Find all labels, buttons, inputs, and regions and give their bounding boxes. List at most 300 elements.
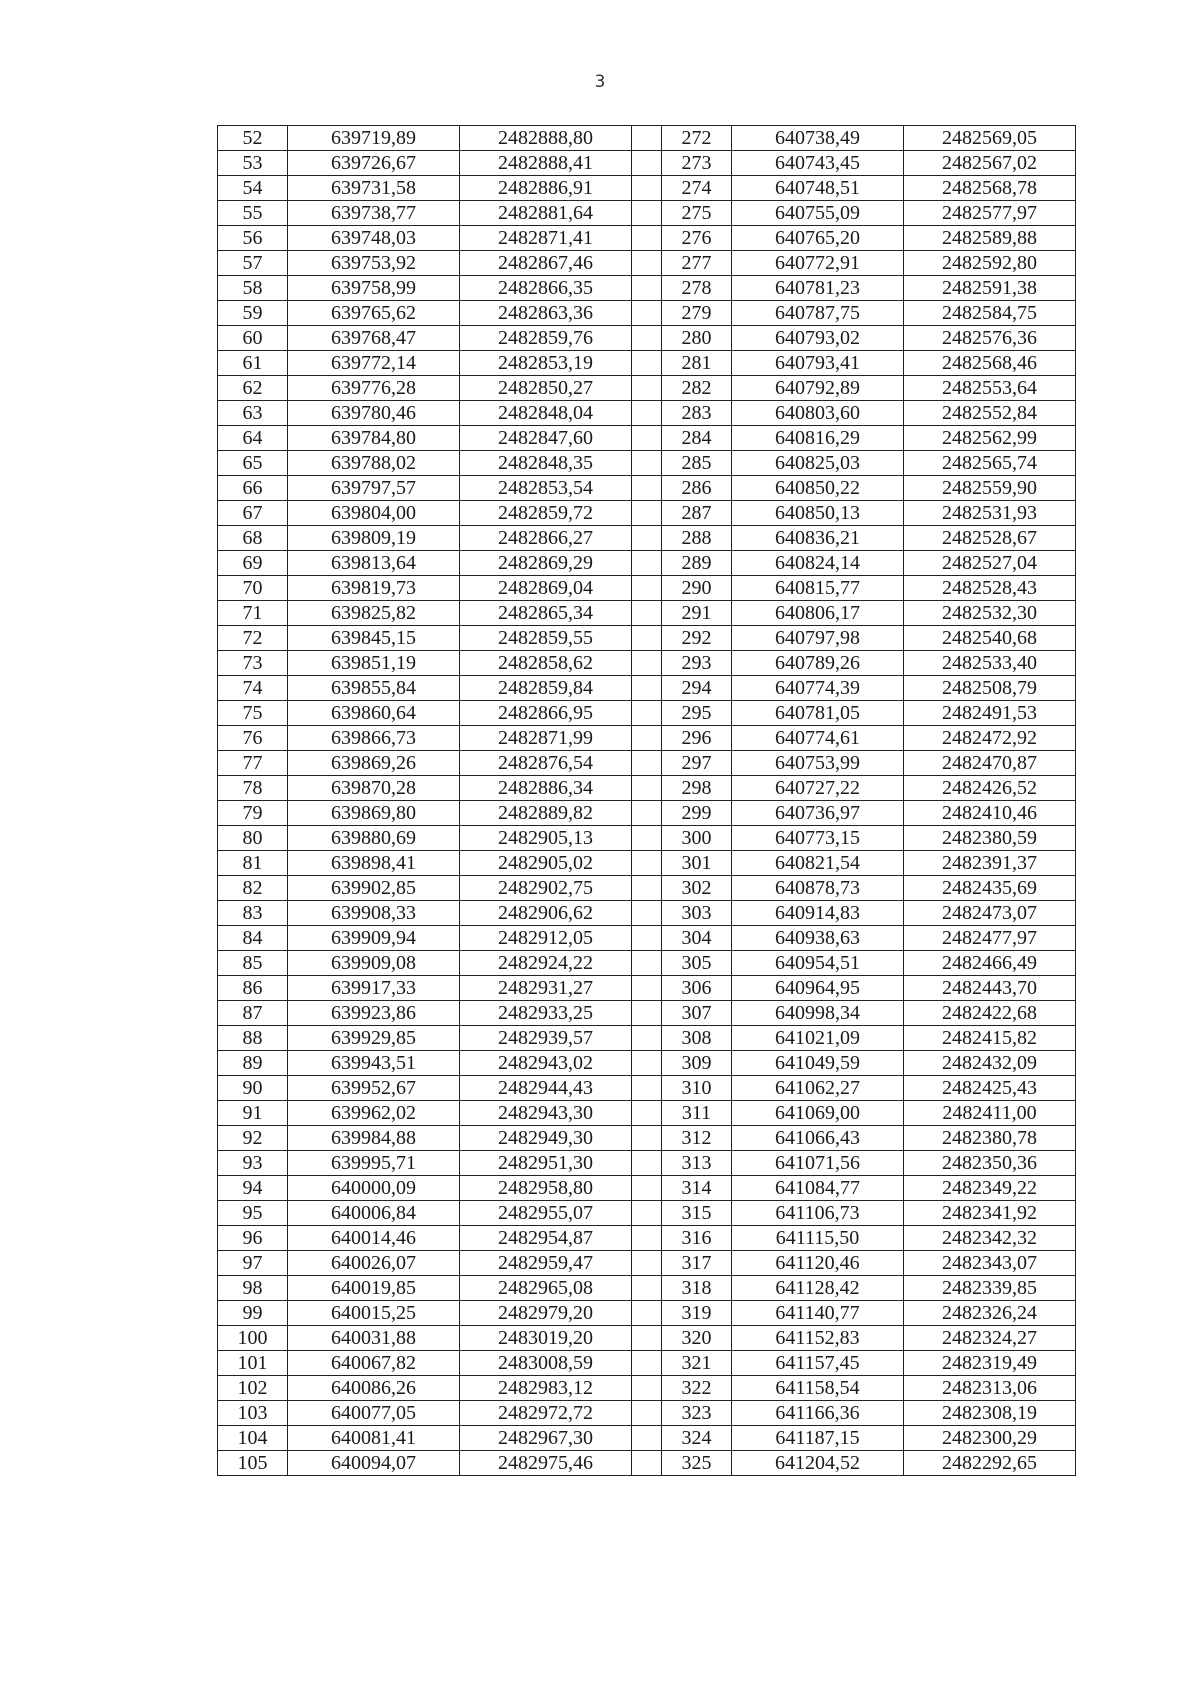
left-point-number-cell: 63 <box>218 401 288 426</box>
separator-cell <box>632 526 662 551</box>
right-point-number-cell: 279 <box>662 301 732 326</box>
right-point-number-cell: 307 <box>662 1001 732 1026</box>
right-y-coordinate-cell: 2482435,69 <box>904 876 1076 901</box>
left-x-coordinate-cell: 639851,19 <box>288 651 460 676</box>
left-x-coordinate-cell: 639758,99 <box>288 276 460 301</box>
table-row <box>218 476 1076 501</box>
right-point-number-cell: 288 <box>662 526 732 551</box>
left-y-coordinate-cell: 2482866,95 <box>460 701 632 726</box>
left-x-coordinate-cell: 640000,09 <box>288 1176 460 1201</box>
right-x-coordinate-cell: 640738,49 <box>732 126 904 151</box>
table-row <box>218 1176 1076 1201</box>
left-point-number-cell: 75 <box>218 701 288 726</box>
left-point-number-cell: 57 <box>218 251 288 276</box>
table-row <box>218 676 1076 701</box>
separator-cell <box>632 376 662 401</box>
left-x-coordinate-cell: 640019,85 <box>288 1276 460 1301</box>
left-y-coordinate-cell: 2482866,27 <box>460 526 632 551</box>
left-point-number-cell: 74 <box>218 676 288 701</box>
left-x-coordinate-cell: 639797,57 <box>288 476 460 501</box>
right-x-coordinate-cell: 641069,00 <box>732 1101 904 1126</box>
left-y-coordinate-cell: 2482967,30 <box>460 1426 632 1451</box>
right-y-coordinate-cell: 2482567,02 <box>904 151 1076 176</box>
separator-cell <box>632 1101 662 1126</box>
right-x-coordinate-cell: 640743,45 <box>732 151 904 176</box>
table-row <box>218 1226 1076 1251</box>
left-x-coordinate-cell: 639753,92 <box>288 251 460 276</box>
right-point-number-cell: 301 <box>662 851 732 876</box>
right-point-number-cell: 310 <box>662 1076 732 1101</box>
right-y-coordinate-cell: 2482569,05 <box>904 126 1076 151</box>
separator-cell <box>632 1326 662 1351</box>
separator-cell <box>632 426 662 451</box>
right-x-coordinate-cell: 640793,41 <box>732 351 904 376</box>
table-row <box>218 1076 1076 1101</box>
table-row <box>218 751 1076 776</box>
left-point-number-cell: 67 <box>218 501 288 526</box>
left-point-number-cell: 55 <box>218 201 288 226</box>
table-row <box>218 401 1076 426</box>
separator-cell <box>632 176 662 201</box>
separator-cell <box>632 1176 662 1201</box>
separator-cell <box>632 1076 662 1101</box>
table-row <box>218 876 1076 901</box>
right-y-coordinate-cell: 2482565,74 <box>904 451 1076 476</box>
table-row <box>218 1051 1076 1076</box>
table-row <box>218 1126 1076 1151</box>
right-y-coordinate-cell: 2482552,84 <box>904 401 1076 426</box>
right-point-number-cell: 317 <box>662 1251 732 1276</box>
right-point-number-cell: 291 <box>662 601 732 626</box>
right-y-coordinate-cell: 2482443,70 <box>904 976 1076 1001</box>
left-y-coordinate-cell: 2482867,46 <box>460 251 632 276</box>
left-point-number-cell: 73 <box>218 651 288 676</box>
left-y-coordinate-cell: 2482972,72 <box>460 1401 632 1426</box>
right-x-coordinate-cell: 641158,54 <box>732 1376 904 1401</box>
left-x-coordinate-cell: 639765,62 <box>288 301 460 326</box>
left-y-coordinate-cell: 2482859,84 <box>460 676 632 701</box>
left-x-coordinate-cell: 639952,67 <box>288 1076 460 1101</box>
left-point-number-cell: 70 <box>218 576 288 601</box>
left-point-number-cell: 104 <box>218 1426 288 1451</box>
right-x-coordinate-cell: 641106,73 <box>732 1201 904 1226</box>
left-y-coordinate-cell: 2482859,76 <box>460 326 632 351</box>
table-row <box>218 601 1076 626</box>
left-x-coordinate-cell: 639962,02 <box>288 1101 460 1126</box>
right-point-number-cell: 277 <box>662 251 732 276</box>
right-x-coordinate-cell: 640815,77 <box>732 576 904 601</box>
left-y-coordinate-cell: 2482889,82 <box>460 801 632 826</box>
right-y-coordinate-cell: 2482350,36 <box>904 1151 1076 1176</box>
right-point-number-cell: 272 <box>662 126 732 151</box>
right-x-coordinate-cell: 641066,43 <box>732 1126 904 1151</box>
separator-cell <box>632 551 662 576</box>
left-x-coordinate-cell: 639784,80 <box>288 426 460 451</box>
left-y-coordinate-cell: 2482869,04 <box>460 576 632 601</box>
table-row <box>218 1001 1076 1026</box>
left-x-coordinate-cell: 639772,14 <box>288 351 460 376</box>
table-row <box>218 1426 1076 1451</box>
right-point-number-cell: 287 <box>662 501 732 526</box>
right-x-coordinate-cell: 641049,59 <box>732 1051 904 1076</box>
right-point-number-cell: 322 <box>662 1376 732 1401</box>
table-row <box>218 551 1076 576</box>
right-x-coordinate-cell: 640938,63 <box>732 926 904 951</box>
right-point-number-cell: 315 <box>662 1201 732 1226</box>
right-point-number-cell: 304 <box>662 926 732 951</box>
right-x-coordinate-cell: 640781,05 <box>732 701 904 726</box>
left-y-coordinate-cell: 2482871,99 <box>460 726 632 751</box>
right-point-number-cell: 306 <box>662 976 732 1001</box>
separator-cell <box>632 1251 662 1276</box>
table-row <box>218 1326 1076 1351</box>
table-row <box>218 376 1076 401</box>
left-y-coordinate-cell: 2482848,04 <box>460 401 632 426</box>
left-point-number-cell: 95 <box>218 1201 288 1226</box>
table-row <box>218 276 1076 301</box>
left-x-coordinate-cell: 640086,26 <box>288 1376 460 1401</box>
coordinates-table <box>217 125 1076 1476</box>
right-x-coordinate-cell: 640753,99 <box>732 751 904 776</box>
separator-cell <box>632 726 662 751</box>
left-y-coordinate-cell: 2482905,02 <box>460 851 632 876</box>
left-y-coordinate-cell: 2482865,34 <box>460 601 632 626</box>
right-y-coordinate-cell: 2482415,82 <box>904 1026 1076 1051</box>
right-y-coordinate-cell: 2482553,64 <box>904 376 1076 401</box>
right-x-coordinate-cell: 640772,91 <box>732 251 904 276</box>
left-x-coordinate-cell: 639869,80 <box>288 801 460 826</box>
right-point-number-cell: 320 <box>662 1326 732 1351</box>
right-point-number-cell: 312 <box>662 1126 732 1151</box>
left-point-number-cell: 100 <box>218 1326 288 1351</box>
left-y-coordinate-cell: 2483019,20 <box>460 1326 632 1351</box>
left-y-coordinate-cell: 2482943,02 <box>460 1051 632 1076</box>
right-point-number-cell: 300 <box>662 826 732 851</box>
separator-cell <box>632 126 662 151</box>
table-row <box>218 1026 1076 1051</box>
table-row <box>218 326 1076 351</box>
left-y-coordinate-cell: 2482859,72 <box>460 501 632 526</box>
left-x-coordinate-cell: 639809,19 <box>288 526 460 551</box>
right-point-number-cell: 293 <box>662 651 732 676</box>
left-x-coordinate-cell: 639984,88 <box>288 1126 460 1151</box>
right-y-coordinate-cell: 2482540,68 <box>904 626 1076 651</box>
table-row <box>218 1451 1076 1476</box>
right-y-coordinate-cell: 2482319,49 <box>904 1351 1076 1376</box>
table-row <box>218 1401 1076 1426</box>
right-point-number-cell: 286 <box>662 476 732 501</box>
right-y-coordinate-cell: 2482324,27 <box>904 1326 1076 1351</box>
table-row <box>218 976 1076 1001</box>
right-y-coordinate-cell: 2482411,00 <box>904 1101 1076 1126</box>
left-x-coordinate-cell: 640031,88 <box>288 1326 460 1351</box>
right-x-coordinate-cell: 640914,83 <box>732 901 904 926</box>
left-y-coordinate-cell: 2482906,62 <box>460 901 632 926</box>
separator-cell <box>632 701 662 726</box>
right-point-number-cell: 324 <box>662 1426 732 1451</box>
right-x-coordinate-cell: 640850,22 <box>732 476 904 501</box>
left-x-coordinate-cell: 639917,33 <box>288 976 460 1001</box>
table-row <box>218 1351 1076 1376</box>
table-row <box>218 426 1076 451</box>
right-y-coordinate-cell: 2482313,06 <box>904 1376 1076 1401</box>
right-y-coordinate-cell: 2482591,38 <box>904 276 1076 301</box>
left-x-coordinate-cell: 639909,08 <box>288 951 460 976</box>
left-point-number-cell: 85 <box>218 951 288 976</box>
table-row <box>218 151 1076 176</box>
right-x-coordinate-cell: 640964,95 <box>732 976 904 1001</box>
left-point-number-cell: 52 <box>218 126 288 151</box>
right-x-coordinate-cell: 640736,97 <box>732 801 904 826</box>
table-row <box>218 226 1076 251</box>
right-point-number-cell: 319 <box>662 1301 732 1326</box>
right-y-coordinate-cell: 2482592,80 <box>904 251 1076 276</box>
left-y-coordinate-cell: 2482876,54 <box>460 751 632 776</box>
table-row <box>218 126 1076 151</box>
right-x-coordinate-cell: 641120,46 <box>732 1251 904 1276</box>
right-x-coordinate-cell: 640748,51 <box>732 176 904 201</box>
left-y-coordinate-cell: 2482886,34 <box>460 776 632 801</box>
left-y-coordinate-cell: 2482888,41 <box>460 151 632 176</box>
right-y-coordinate-cell: 2482528,67 <box>904 526 1076 551</box>
right-y-coordinate-cell: 2482528,43 <box>904 576 1076 601</box>
left-y-coordinate-cell: 2482881,64 <box>460 201 632 226</box>
left-x-coordinate-cell: 639898,41 <box>288 851 460 876</box>
table-row <box>218 1151 1076 1176</box>
right-point-number-cell: 316 <box>662 1226 732 1251</box>
separator-cell <box>632 276 662 301</box>
left-y-coordinate-cell: 2482949,30 <box>460 1126 632 1151</box>
left-point-number-cell: 84 <box>218 926 288 951</box>
coordinates-table-body <box>218 126 1076 1476</box>
left-y-coordinate-cell: 2482858,62 <box>460 651 632 676</box>
table-row <box>218 1201 1076 1226</box>
left-x-coordinate-cell: 639943,51 <box>288 1051 460 1076</box>
left-point-number-cell: 101 <box>218 1351 288 1376</box>
right-y-coordinate-cell: 2482432,09 <box>904 1051 1076 1076</box>
right-y-coordinate-cell: 2482527,04 <box>904 551 1076 576</box>
left-y-coordinate-cell: 2482850,27 <box>460 376 632 401</box>
separator-cell <box>632 1376 662 1401</box>
left-x-coordinate-cell: 639929,85 <box>288 1026 460 1051</box>
separator-cell <box>632 1451 662 1476</box>
left-y-coordinate-cell: 2482965,08 <box>460 1276 632 1301</box>
table-row <box>218 726 1076 751</box>
table-row <box>218 901 1076 926</box>
separator-cell <box>632 1351 662 1376</box>
table-row <box>218 501 1076 526</box>
right-y-coordinate-cell: 2482342,32 <box>904 1226 1076 1251</box>
right-x-coordinate-cell: 640765,20 <box>732 226 904 251</box>
right-x-coordinate-cell: 640727,22 <box>732 776 904 801</box>
left-y-coordinate-cell: 2482959,47 <box>460 1251 632 1276</box>
right-point-number-cell: 325 <box>662 1451 732 1476</box>
right-x-coordinate-cell: 641157,45 <box>732 1351 904 1376</box>
right-x-coordinate-cell: 640998,34 <box>732 1001 904 1026</box>
left-point-number-cell: 65 <box>218 451 288 476</box>
left-point-number-cell: 97 <box>218 1251 288 1276</box>
left-point-number-cell: 105 <box>218 1451 288 1476</box>
left-x-coordinate-cell: 639776,28 <box>288 376 460 401</box>
separator-cell <box>632 676 662 701</box>
left-x-coordinate-cell: 639908,33 <box>288 901 460 926</box>
table-row <box>218 1276 1076 1301</box>
left-x-coordinate-cell: 639869,26 <box>288 751 460 776</box>
separator-cell <box>632 451 662 476</box>
right-point-number-cell: 309 <box>662 1051 732 1076</box>
right-point-number-cell: 283 <box>662 401 732 426</box>
right-y-coordinate-cell: 2482466,49 <box>904 951 1076 976</box>
separator-cell <box>632 1051 662 1076</box>
table-row <box>218 826 1076 851</box>
separator-cell <box>632 801 662 826</box>
separator-cell <box>632 976 662 1001</box>
left-x-coordinate-cell: 640026,07 <box>288 1251 460 1276</box>
right-x-coordinate-cell: 640878,73 <box>732 876 904 901</box>
separator-cell <box>632 826 662 851</box>
left-point-number-cell: 79 <box>218 801 288 826</box>
right-y-coordinate-cell: 2482339,85 <box>904 1276 1076 1301</box>
left-y-coordinate-cell: 2482939,57 <box>460 1026 632 1051</box>
right-point-number-cell: 297 <box>662 751 732 776</box>
right-y-coordinate-cell: 2482472,92 <box>904 726 1076 751</box>
separator-cell <box>632 151 662 176</box>
right-point-number-cell: 299 <box>662 801 732 826</box>
left-x-coordinate-cell: 639923,86 <box>288 1001 460 1026</box>
right-x-coordinate-cell: 640954,51 <box>732 951 904 976</box>
right-x-coordinate-cell: 640781,23 <box>732 276 904 301</box>
right-y-coordinate-cell: 2482589,88 <box>904 226 1076 251</box>
right-x-coordinate-cell: 640836,21 <box>732 526 904 551</box>
right-y-coordinate-cell: 2482532,30 <box>904 601 1076 626</box>
separator-cell <box>632 926 662 951</box>
left-y-coordinate-cell: 2482902,75 <box>460 876 632 901</box>
left-point-number-cell: 56 <box>218 226 288 251</box>
left-x-coordinate-cell: 640094,07 <box>288 1451 460 1476</box>
right-y-coordinate-cell: 2482568,78 <box>904 176 1076 201</box>
left-y-coordinate-cell: 2482943,30 <box>460 1101 632 1126</box>
right-point-number-cell: 311 <box>662 1101 732 1126</box>
table-row <box>218 251 1076 276</box>
left-point-number-cell: 90 <box>218 1076 288 1101</box>
left-point-number-cell: 80 <box>218 826 288 851</box>
table-row <box>218 1301 1076 1326</box>
table-row <box>218 951 1076 976</box>
table-row <box>218 1251 1076 1276</box>
table-row <box>218 576 1076 601</box>
left-point-number-cell: 89 <box>218 1051 288 1076</box>
right-point-number-cell: 282 <box>662 376 732 401</box>
separator-cell <box>632 1001 662 1026</box>
left-y-coordinate-cell: 2482931,27 <box>460 976 632 1001</box>
right-x-coordinate-cell: 641128,42 <box>732 1276 904 1301</box>
left-point-number-cell: 98 <box>218 1276 288 1301</box>
right-y-coordinate-cell: 2482292,65 <box>904 1451 1076 1476</box>
left-y-coordinate-cell: 2482983,12 <box>460 1376 632 1401</box>
right-point-number-cell: 296 <box>662 726 732 751</box>
separator-cell <box>632 501 662 526</box>
right-y-coordinate-cell: 2482425,43 <box>904 1076 1076 1101</box>
right-x-coordinate-cell: 641084,77 <box>732 1176 904 1201</box>
right-x-coordinate-cell: 640806,17 <box>732 601 904 626</box>
right-x-coordinate-cell: 641140,77 <box>732 1301 904 1326</box>
separator-cell <box>632 901 662 926</box>
separator-cell <box>632 876 662 901</box>
left-point-number-cell: 96 <box>218 1226 288 1251</box>
right-y-coordinate-cell: 2482491,53 <box>904 701 1076 726</box>
left-point-number-cell: 103 <box>218 1401 288 1426</box>
separator-cell <box>632 576 662 601</box>
separator-cell <box>632 601 662 626</box>
right-y-coordinate-cell: 2482391,37 <box>904 851 1076 876</box>
right-x-coordinate-cell: 640755,09 <box>732 201 904 226</box>
left-y-coordinate-cell: 2482951,30 <box>460 1151 632 1176</box>
left-x-coordinate-cell: 639788,02 <box>288 451 460 476</box>
left-point-number-cell: 78 <box>218 776 288 801</box>
right-x-coordinate-cell: 641187,15 <box>732 1426 904 1451</box>
right-y-coordinate-cell: 2482380,78 <box>904 1126 1076 1151</box>
left-y-coordinate-cell: 2482871,41 <box>460 226 632 251</box>
left-x-coordinate-cell: 640081,41 <box>288 1426 460 1451</box>
left-x-coordinate-cell: 639731,58 <box>288 176 460 201</box>
right-y-coordinate-cell: 2482380,59 <box>904 826 1076 851</box>
left-y-coordinate-cell: 2482859,55 <box>460 626 632 651</box>
table-row <box>218 776 1076 801</box>
left-y-coordinate-cell: 2482944,43 <box>460 1076 632 1101</box>
left-point-number-cell: 72 <box>218 626 288 651</box>
right-point-number-cell: 274 <box>662 176 732 201</box>
right-x-coordinate-cell: 640803,60 <box>732 401 904 426</box>
left-x-coordinate-cell: 639768,47 <box>288 326 460 351</box>
right-x-coordinate-cell: 641166,36 <box>732 1401 904 1426</box>
right-y-coordinate-cell: 2482508,79 <box>904 676 1076 701</box>
left-x-coordinate-cell: 639909,94 <box>288 926 460 951</box>
right-point-number-cell: 285 <box>662 451 732 476</box>
right-y-coordinate-cell: 2482531,93 <box>904 501 1076 526</box>
left-point-number-cell: 61 <box>218 351 288 376</box>
left-x-coordinate-cell: 639845,15 <box>288 626 460 651</box>
separator-cell <box>632 201 662 226</box>
right-point-number-cell: 321 <box>662 1351 732 1376</box>
separator-cell <box>632 651 662 676</box>
left-point-number-cell: 69 <box>218 551 288 576</box>
table-row <box>218 1101 1076 1126</box>
separator-cell <box>632 1426 662 1451</box>
left-y-coordinate-cell: 2483008,59 <box>460 1351 632 1376</box>
right-point-number-cell: 298 <box>662 776 732 801</box>
left-point-number-cell: 59 <box>218 301 288 326</box>
separator-cell <box>632 951 662 976</box>
right-y-coordinate-cell: 2482568,46 <box>904 351 1076 376</box>
left-x-coordinate-cell: 639804,00 <box>288 501 460 526</box>
right-x-coordinate-cell: 640825,03 <box>732 451 904 476</box>
right-y-coordinate-cell: 2482343,07 <box>904 1251 1076 1276</box>
right-y-coordinate-cell: 2482584,75 <box>904 301 1076 326</box>
left-point-number-cell: 60 <box>218 326 288 351</box>
left-x-coordinate-cell: 639870,28 <box>288 776 460 801</box>
right-x-coordinate-cell: 640821,54 <box>732 851 904 876</box>
left-y-coordinate-cell: 2482853,54 <box>460 476 632 501</box>
separator-cell <box>632 1151 662 1176</box>
separator-cell <box>632 1401 662 1426</box>
right-y-coordinate-cell: 2482300,29 <box>904 1426 1076 1451</box>
right-x-coordinate-cell: 640797,98 <box>732 626 904 651</box>
left-x-coordinate-cell: 640014,46 <box>288 1226 460 1251</box>
right-point-number-cell: 318 <box>662 1276 732 1301</box>
right-point-number-cell: 278 <box>662 276 732 301</box>
right-x-coordinate-cell: 640773,15 <box>732 826 904 851</box>
left-x-coordinate-cell: 640077,05 <box>288 1401 460 1426</box>
